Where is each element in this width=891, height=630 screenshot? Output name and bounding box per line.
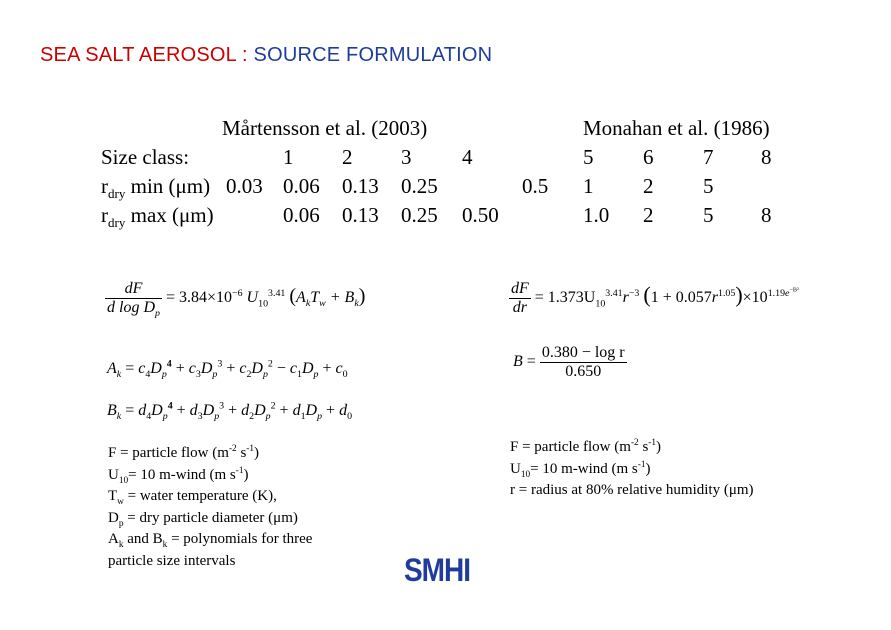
rmin-4: 0.25 — [401, 174, 438, 198]
monahan-flux-equation: $\frac{dF}{dr}$ = $1.373U_{10}^{3.41}r^{-3}$ $(1 + 0.057r^{1.05})\times 10^{1.19e^{-B^2}}$ — [511, 280, 799, 316]
title-part-blue: SOURCE FORMULATION — [253, 44, 493, 66]
legend-water-temp: $T_w$ = water temperature (K), — [108, 488, 277, 507]
rmax-7: 5 — [703, 203, 714, 227]
ak-polynomial-equation: $A_k = c_4D_p^4 + c_3D_p^3 + c_2D_p^2 - c_1D_p + c_0$ — [107, 358, 348, 381]
rmin-6: 1 — [583, 174, 594, 198]
rmax-5: 1.0 — [583, 203, 610, 227]
rmax-4: 0.50 — [462, 203, 499, 227]
rmax-label: $r_{dry}$ max (μm) — [101, 203, 214, 231]
title-part-red: SEA SALT AEROSOL : — [40, 44, 254, 66]
rmax-2: 0.13 — [342, 203, 379, 227]
size-class-label: Size class: — [101, 145, 190, 169]
rmax-1: 0.06 — [283, 203, 320, 227]
size-class-7: 7 — [703, 145, 714, 169]
legend-right-wind: $U_{10}= 10$ m-wind (m $s^{-1}$) — [510, 459, 651, 480]
legend-intervals: particle size intervals — [108, 552, 236, 569]
rmin-8: 5 — [703, 174, 714, 198]
legend-right-flow: F = particle flow ($m^{-2}$ $s^{-1}$) — [510, 438, 662, 455]
size-class-6: 6 — [643, 145, 654, 169]
legend-wind: $U_{10}= 10$ m-wind (m $s^{-1}$) — [108, 465, 249, 486]
size-class-8: 8 — [761, 145, 772, 169]
smhi-logo: SMHI — [404, 552, 470, 588]
size-class-5: 5 — [583, 145, 594, 169]
header-martensson: Mårtensson et al. (2003) — [222, 116, 428, 140]
rmin-7: 2 — [643, 174, 654, 198]
legend-right — [510, 437, 754, 502]
rmax-6: 2 — [643, 203, 654, 227]
size-class-3: 3 — [401, 145, 412, 169]
rmin-2: 0.06 — [283, 174, 320, 198]
bk-polynomial-equation: $B_k = d_4D_p^4 + d_3D_p^3 + d_2D_p^2 + d_1D_p + d_0$ — [107, 400, 353, 423]
legend-flow: F = particle flow ($m^{-2}$ $s^{-1}$) — [108, 444, 260, 461]
legend-left — [108, 443, 312, 572]
monahan-b-equation: B = $\frac{\text{0.380 − log r}}{0.650}$ — [513, 344, 625, 380]
header-monahan: Monahan et al. (1986) — [583, 116, 770, 140]
size-class-4: 4 — [462, 145, 473, 169]
size-class-1: 1 — [283, 145, 294, 169]
rmax-3: 0.25 — [401, 203, 438, 227]
martensson-flux-equation: $\frac{dF}{d \log D_p}$ = $3.84\times 10^{-6}$ $U_{10}^{3.41}$ $(A_kT_w + B_k)$ — [107, 280, 366, 320]
legend-right-radius: r = radius at 80% relative humidity (μm) — [510, 482, 754, 498]
legend-polynomials: $A_k$ and $B_k$ = polynomials for three — [108, 531, 313, 550]
size-class-table — [0, 0, 891, 260]
size-class-2: 2 — [342, 145, 353, 169]
rmin-1: 0.03 — [226, 174, 263, 198]
legend-diameter: $D_p$ = dry particle diameter (μm) — [108, 509, 298, 529]
rmin-5: 0.5 — [522, 174, 549, 198]
rmin-label: $r_{dry}$ min (μm) — [101, 174, 211, 202]
rmin-3: 0.13 — [342, 174, 379, 198]
rmax-8: 8 — [761, 203, 772, 227]
